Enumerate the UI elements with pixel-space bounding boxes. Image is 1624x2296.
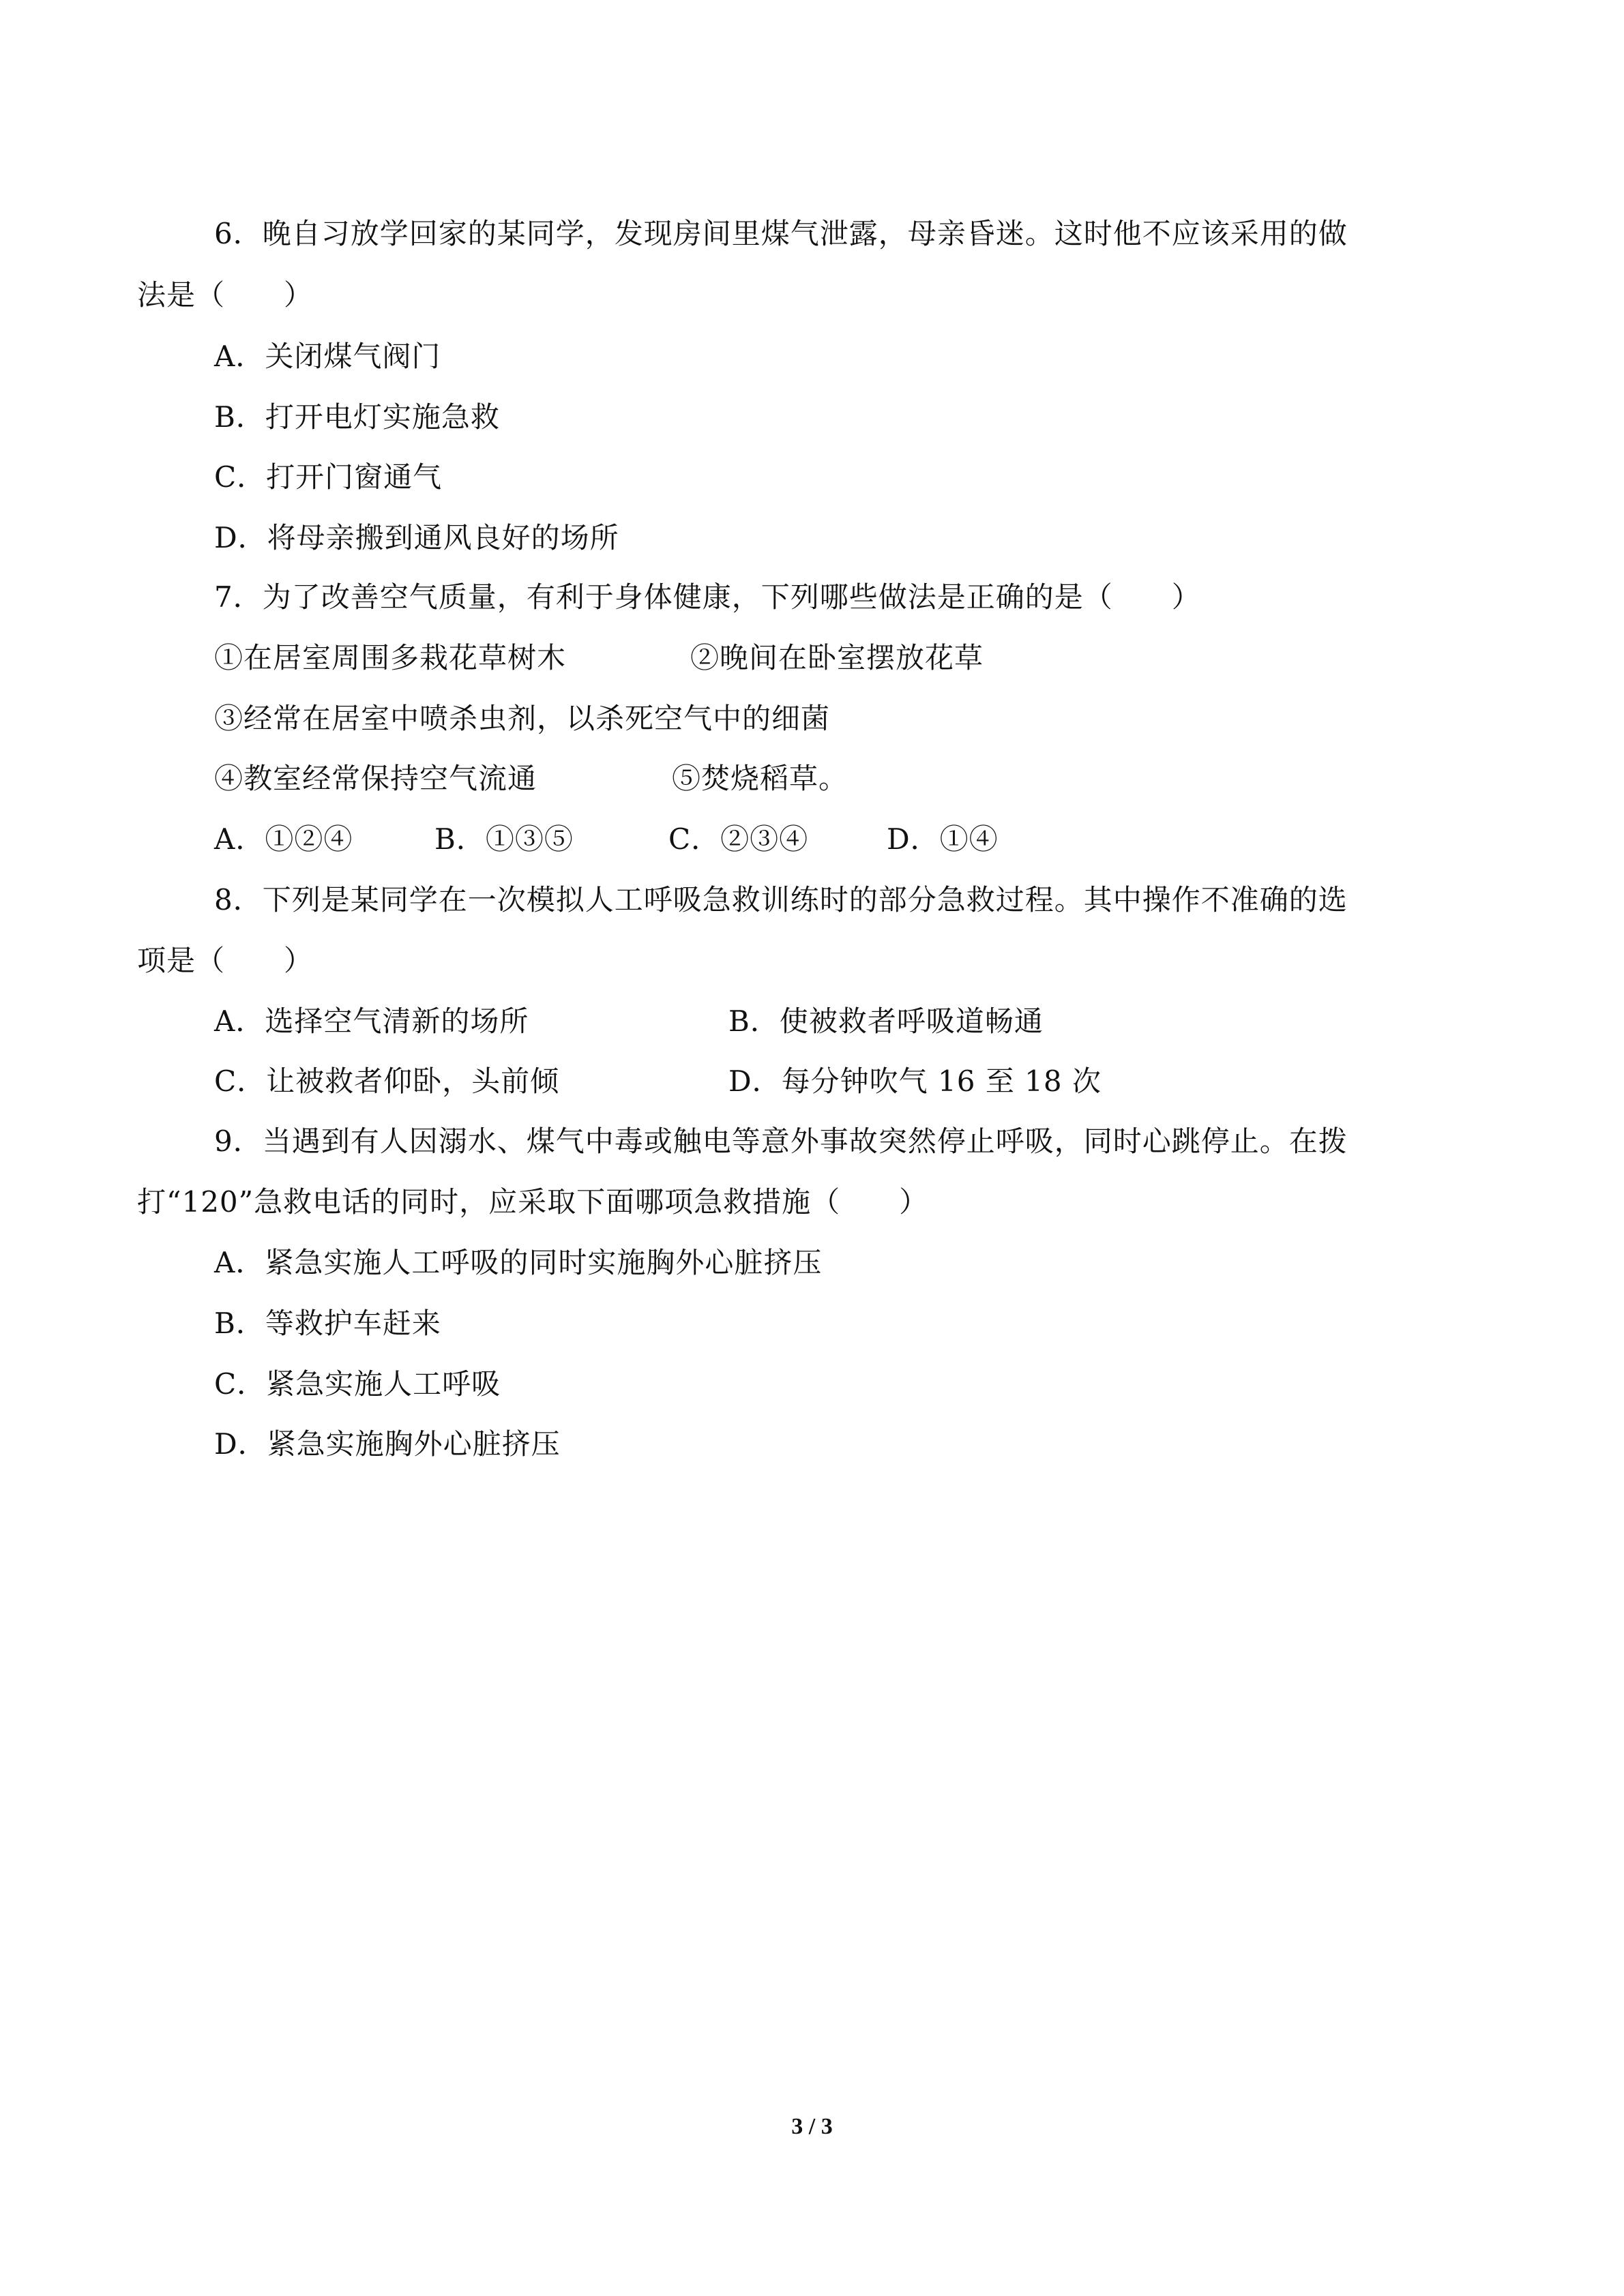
question-7-item-4: ④教室经常保持空气流通 bbox=[214, 762, 537, 795]
question-7-item-2: ②晚间在卧室摆放花草 bbox=[690, 641, 984, 674]
question-8-option-a: A．选择空气清新的场所 bbox=[214, 1004, 529, 1038]
question-6-option-c: C．打开门窗通气 bbox=[214, 460, 443, 494]
page-number: 3 / 3 bbox=[791, 2114, 833, 2139]
question-7-item-1: ①在居室周围多栽花草树木 bbox=[214, 641, 567, 674]
question-8-stem-line1: 8．下列是某同学在一次模拟人工呼吸急救训练时的部分急救过程。其中操作不准确的选 bbox=[214, 883, 1348, 916]
question-8-stem-line2: 项是（ ） bbox=[137, 944, 314, 977]
question-7-option-b: B．①③⑤ bbox=[434, 822, 574, 856]
question-9-option-c: C．紧急实施人工呼吸 bbox=[214, 1367, 501, 1401]
question-8-option-c: C．让被救者仰卧，头前倾 bbox=[214, 1064, 560, 1098]
question-7-option-c: C．②③④ bbox=[668, 822, 809, 856]
question-7-item-3: ③经常在居室中喷杀虫剂，以杀死空气中的细菌 bbox=[214, 702, 831, 735]
question-9-stem-line2: 打“120”急救电话的同时，应采取下面哪项急救措施（ ） bbox=[137, 1185, 929, 1219]
question-9-option-b: B．等救护车赶来 bbox=[214, 1307, 441, 1340]
question-9-option-d: D．紧急实施胸外心脏挤压 bbox=[214, 1427, 561, 1461]
question-9-option-a: A．紧急实施人工呼吸的同时实施胸外心脏挤压 bbox=[214, 1246, 823, 1279]
question-8-option-d: D．每分钟吹气 16 至 18 次 bbox=[728, 1064, 1102, 1098]
question-7-option-a: A．①②④ bbox=[214, 822, 353, 856]
question-6-option-a: A．关闭煤气阀门 bbox=[214, 340, 441, 373]
question-7-stem: 7．为了改善空气质量，有利于身体健康，下列哪些做法是正确的是（ ） bbox=[214, 580, 1201, 614]
question-6-stem-line2: 法是（ ） bbox=[137, 278, 314, 312]
question-9-stem-line1: 9．当遇到有人因溺水、煤气中毒或触电等意外事故突然停止呼吸，同时心跳停止。在拨 bbox=[214, 1124, 1348, 1158]
question-6-option-d: D．将母亲搬到通风良好的场所 bbox=[214, 521, 619, 554]
question-8-option-b: B．使被救者呼吸道畅通 bbox=[728, 1004, 1044, 1038]
question-7-option-d: D．①④ bbox=[887, 822, 999, 856]
question-7-item-5: ⑤焚烧稻草。 bbox=[672, 762, 848, 795]
question-6-option-b: B．打开电灯实施急救 bbox=[214, 400, 500, 434]
question-6-stem-line1: 6．晚自习放学回家的某同学，发现房间里煤气泄露，母亲昏迷。这时他不应该采用的做 bbox=[214, 217, 1348, 250]
